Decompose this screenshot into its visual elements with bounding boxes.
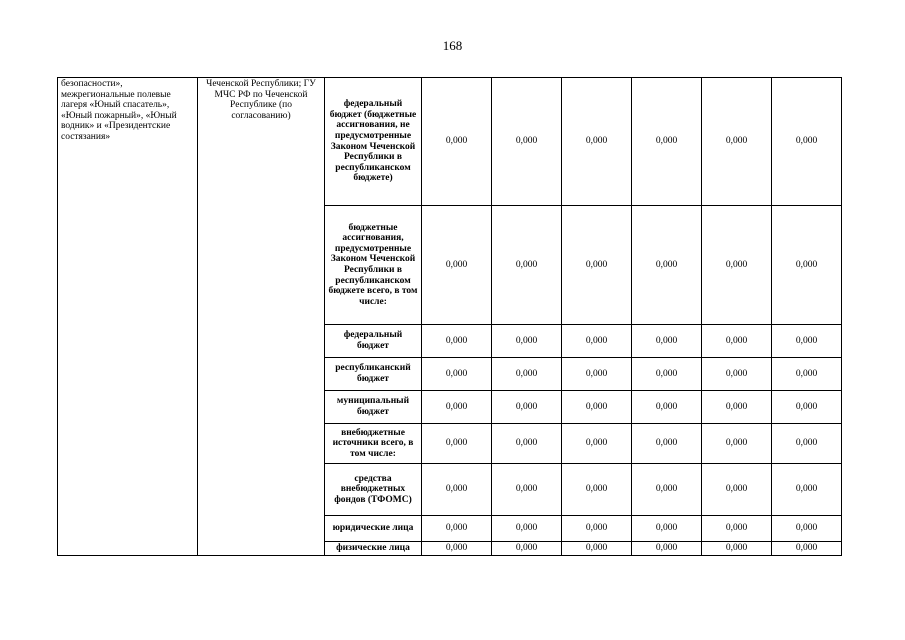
amount-cell: 0,000	[492, 325, 562, 358]
amount-cell: 0,000	[772, 424, 842, 464]
amount-cell: 0,000	[632, 391, 702, 424]
amount-cell: 0,000	[562, 424, 632, 464]
amount-cell: 0,000	[772, 464, 842, 516]
amount-cell: 0,000	[492, 464, 562, 516]
amount-cell: 0,000	[632, 206, 702, 325]
amount-cell: 0,000	[702, 391, 772, 424]
funding-table	[57, 77, 842, 556]
amount-cell: 0,000	[702, 78, 772, 206]
amount-cell: 0,000	[632, 542, 702, 556]
amount-cell: 0,000	[702, 325, 772, 358]
amount-cell: 0,000	[562, 325, 632, 358]
amount-cell: 0,000	[632, 424, 702, 464]
funding-source-cell: внебюджетные источники всего, в том числе:	[325, 424, 422, 464]
amount-cell: 0,000	[422, 358, 492, 391]
amount-cell: 0,000	[632, 358, 702, 391]
amount-cell: 0,000	[422, 78, 492, 206]
amount-cell: 0,000	[422, 542, 492, 556]
funding-source-cell: бюджетные ассигнования, предусмотренные Законом Чеченской Республики в республиканском бюджете всего, в том числе:	[325, 206, 422, 325]
amount-cell: 0,000	[632, 464, 702, 516]
amount-cell: 0,000	[492, 424, 562, 464]
amount-cell: 0,000	[772, 542, 842, 556]
amount-cell: 0,000	[772, 78, 842, 206]
amount-cell: 0,000	[422, 325, 492, 358]
amount-cell: 0,000	[422, 464, 492, 516]
amount-cell: 0,000	[632, 516, 702, 542]
amount-cell: 0,000	[422, 206, 492, 325]
amount-cell: 0,000	[422, 516, 492, 542]
amount-cell: 0,000	[492, 542, 562, 556]
amount-cell: 0,000	[772, 358, 842, 391]
funding-source-cell: юридические лица	[325, 516, 422, 542]
amount-cell: 0,000	[772, 391, 842, 424]
amount-cell: 0,000	[492, 206, 562, 325]
amount-cell: 0,000	[702, 358, 772, 391]
page-number: 168	[442, 38, 463, 53]
amount-cell: 0,000	[562, 206, 632, 325]
amount-cell: 0,000	[562, 464, 632, 516]
amount-cell: 0,000	[772, 206, 842, 325]
amount-cell: 0,000	[702, 464, 772, 516]
amount-cell: 0,000	[562, 516, 632, 542]
amount-cell: 0,000	[772, 516, 842, 542]
amount-cell: 0,000	[562, 78, 632, 206]
amount-cell: 0,000	[772, 325, 842, 358]
amount-cell: 0,000	[702, 542, 772, 556]
event-name-cell: безопасности», межрегиональные полевые лагеря «Юный спасатель», «Юный пожарный», «Юный водник» и «Президентские состязания»	[58, 78, 198, 556]
table-row	[58, 78, 842, 206]
funding-source-cell: федеральный бюджет (бюджетные ассигнования, не предусмотренные Законом Чеченской Республики в республиканском бюджете)	[325, 78, 422, 206]
executor-cell: Чеченской Республики; ГУ МЧС РФ по Чеченской Республике (по согласованию)	[198, 78, 325, 556]
amount-cell: 0,000	[492, 391, 562, 424]
amount-cell: 0,000	[422, 391, 492, 424]
amount-cell: 0,000	[702, 206, 772, 325]
amount-cell: 0,000	[632, 325, 702, 358]
amount-cell: 0,000	[702, 424, 772, 464]
amount-cell: 0,000	[632, 78, 702, 206]
amount-cell: 0,000	[422, 424, 492, 464]
amount-cell: 0,000	[492, 78, 562, 206]
amount-cell: 0,000	[492, 358, 562, 391]
amount-cell: 0,000	[562, 391, 632, 424]
funding-source-cell: федеральный бюджет	[325, 325, 422, 358]
amount-cell: 0,000	[562, 358, 632, 391]
amount-cell: 0,000	[702, 516, 772, 542]
funding-source-cell: средства внебюджетных фондов (ТФОМС)	[325, 464, 422, 516]
funding-source-cell: республиканский бюджет	[325, 358, 422, 391]
funding-source-cell: муниципальный бюджет	[325, 391, 422, 424]
amount-cell: 0,000	[492, 516, 562, 542]
amount-cell: 0,000	[562, 542, 632, 556]
funding-source-cell: физические лица	[325, 542, 422, 556]
